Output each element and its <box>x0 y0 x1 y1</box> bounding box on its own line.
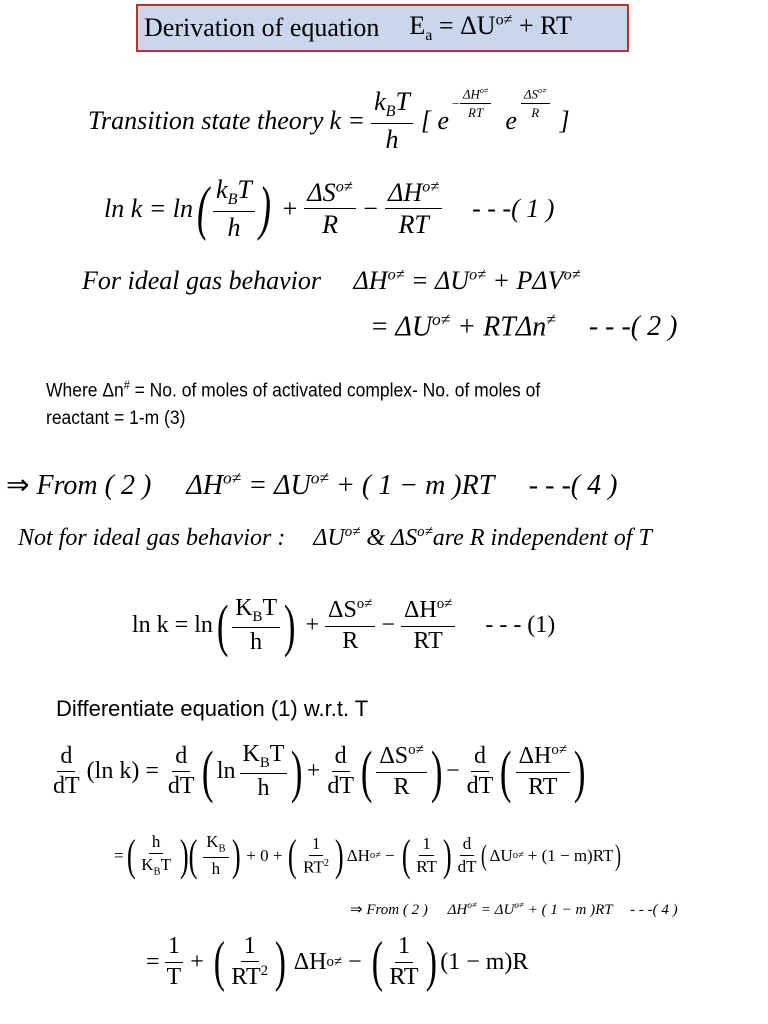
differential-equation: $\frac{d}{dT}$ (ln k) = $\frac{d}{dT}$ ( ln $\frac{K_BT}{h}$ ) + $\frac{d}{dT}$ ( $\frac{\Delta S^{o\ne}}{R}$ ) − $\frac{d}{dT}$ ( $\frac{\Delta H^{o\ne}}{RT}$ ) <box>53 739 586 804</box>
equation-1-roman: ln k = ln ( $\frac{K_BT}{h}$ ) + $\frac{\Delta S^{o\ne}}{R}$ − $\frac{\Delta H^{o\ne}}{RT}$ - - - (1) <box>132 593 556 658</box>
title-equation: $E_a = \Delta U^{o\ne}$ + RT <box>409 10 572 45</box>
tst-equation: Transition state theory k = $\frac{k_BT}{h}$ [ e − $\frac{\Delta H^{o\ne}}{RT}$ e $\frac{\Delta S^{o\ne}}{R}$ ] <box>88 86 570 155</box>
equation-4: ⇒ From ( 2 ) $\Delta H^{o\ne} = \Delta U^{o\ne}$ + ( 1 − m )RT - - -( 4 ) <box>6 468 618 501</box>
note-equation-4: ⇒ From ( 2 ) $\Delta H^{o\ne} = \Delta U^{o\ne}$ + ( 1 − m )RT - - -( 4 ) <box>350 901 678 918</box>
ideal-gas-line: For ideal gas behavior $\Delta H^{o\ne} = \Delta U^{o\ne} + P\Delta V^{o\ne}$ <box>82 266 581 295</box>
derivation-step-2: = ( $\frac{h}{K_BT}$ )( $\frac{K_B}{h}$ ) + 0 + ( $\frac{1}{RT^2}$ ) ΔH o≠ − ( $\frac{1}{RT}$ ) $\frac{d}{dT}$ ( ΔU o≠ + (1 − m)RT ) <box>114 831 622 880</box>
where-text: Where Δn# = No. of moles of activated complex- No. of moles of reactant = 1-m (3) <box>46 379 541 430</box>
tst-exponent-1: − $\frac{\Delta H^{o\ne}}{RT}$ <box>451 87 491 120</box>
non-ideal-line: Not for ideal gas behavior : $\Delta U^{o\ne}$ & $\Delta S^{o\ne}are$ R independent of T <box>18 524 652 551</box>
differentiate-label: Differentiate equation (1) w.r.t. T <box>56 696 369 721</box>
equation-1-italic: ln k = ln ( $\frac{k_BT}{h}$ ) + $\frac{\Delta S^{o\ne}}{R}$ − $\frac{\Delta H^{o\ne}}{RT}$ - - -( 1 ) <box>104 174 555 242</box>
equation-2: = $\Delta U^{o\ne} + RT\Delta n^\ne$ - - -( 2 ) <box>370 310 678 343</box>
slide-title <box>136 4 629 52</box>
title-text: Derivation of equation <box>144 13 380 42</box>
tst-exponent-2: $\frac{\Delta S^{o\ne}}{R}$ <box>521 87 550 120</box>
derivation-step-3: = $\frac{1}{T}$ + ( $\frac{1}{RT^2}$ ) ΔH o≠ − ( $\frac{1}{RT}$ ) (1 − m)R <box>146 931 529 993</box>
tst-fraction: $\frac{k_BT}{h}$ <box>371 88 413 153</box>
